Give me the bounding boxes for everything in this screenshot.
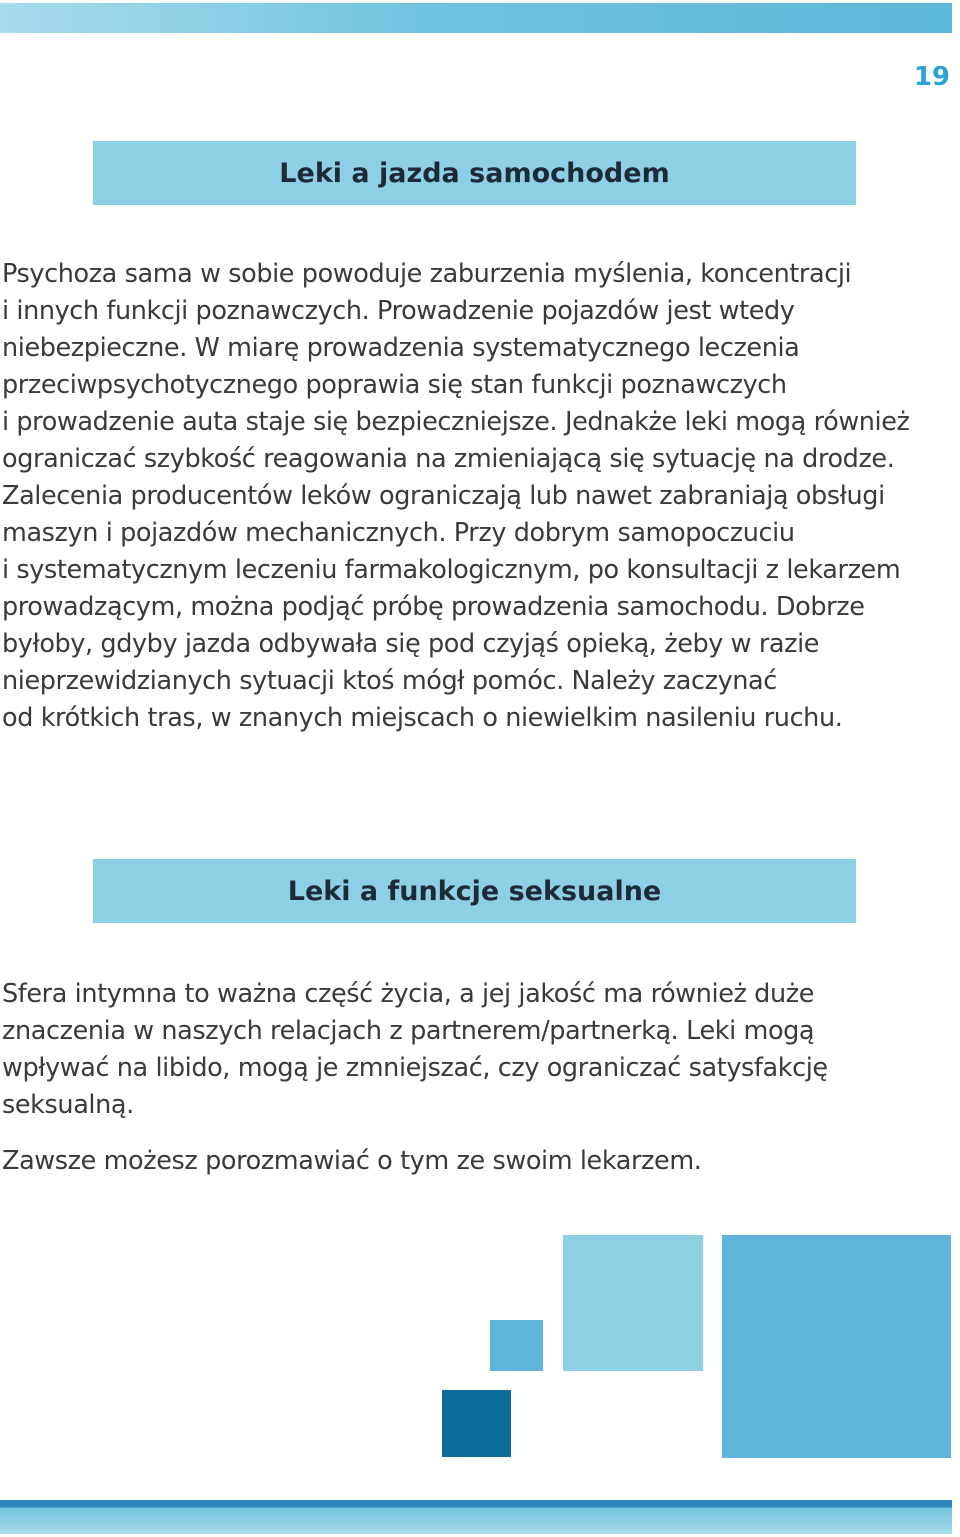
- decorative-square-small: [490, 1320, 543, 1371]
- section-heading-driving: Leki a jazda samochodem: [279, 157, 670, 189]
- paragraph-sexual-1: Sfera intymna to ważna część życia, a jej jakość ma również duże znaczenia w naszych relacjach z partnerem/partnerką. Leki mogą wpływać na libido, mogą je zmniejszać, czy ograniczać satysfakcję seksualną.: [2, 979, 828, 1120]
- paragraph-sexual-2: Zawsze możesz porozmawiać o tym ze swoim lekarzem.: [2, 1146, 702, 1176]
- section-heading-bar-driving: [93, 141, 856, 205]
- top-decorative-band: [0, 3, 952, 33]
- decorative-square-large: [722, 1235, 951, 1458]
- page-number: 19: [913, 62, 950, 92]
- decorative-square-large-light: [563, 1235, 703, 1371]
- section-heading-sexual: Leki a funkcje seksualne: [287, 875, 662, 907]
- paragraph-driving: Psychoza sama w sobie powoduje zaburzenia myślenia, koncentracji i innych funkcji poznawczych. Prowadzenie pojazdów jest wtedy niebezpieczne. W miarę prowadzenia systematycznego leczenia przeciwpsychotycznego poprawia się stan funkcji poznawczych i prowadzenie auta staje się bezpieczniejsze. Jednakże leki mogą również ograniczać szybkość reagowania na zmieniającą się sytuację na drodze. Zalecenia producentów leków ograniczają lub nawet zabraniają obsługi maszyn i pojazdów mechanicznych. Przy dobrym samopoczuciu i systematycznym leczeniu farmakologicznym, po konsultacji z lekarzem prowadzącym, można podjąć próbę prowadzenia samochodu. Dobrze byłoby, gdyby jazda odbywała się pod czyjąś opieką, żeby w razie nieprzewidzianych sytuacji ktoś mógł pomóc. Należy zaczynać od krótkich tras, w znanych miejscach o niewielkim nasileniu ruchu.: [2, 259, 910, 733]
- decorative-square-dark: [442, 1390, 511, 1457]
- section-heading-bar-sexual: [93, 859, 856, 923]
- bottom-decorative-band: [0, 1500, 952, 1534]
